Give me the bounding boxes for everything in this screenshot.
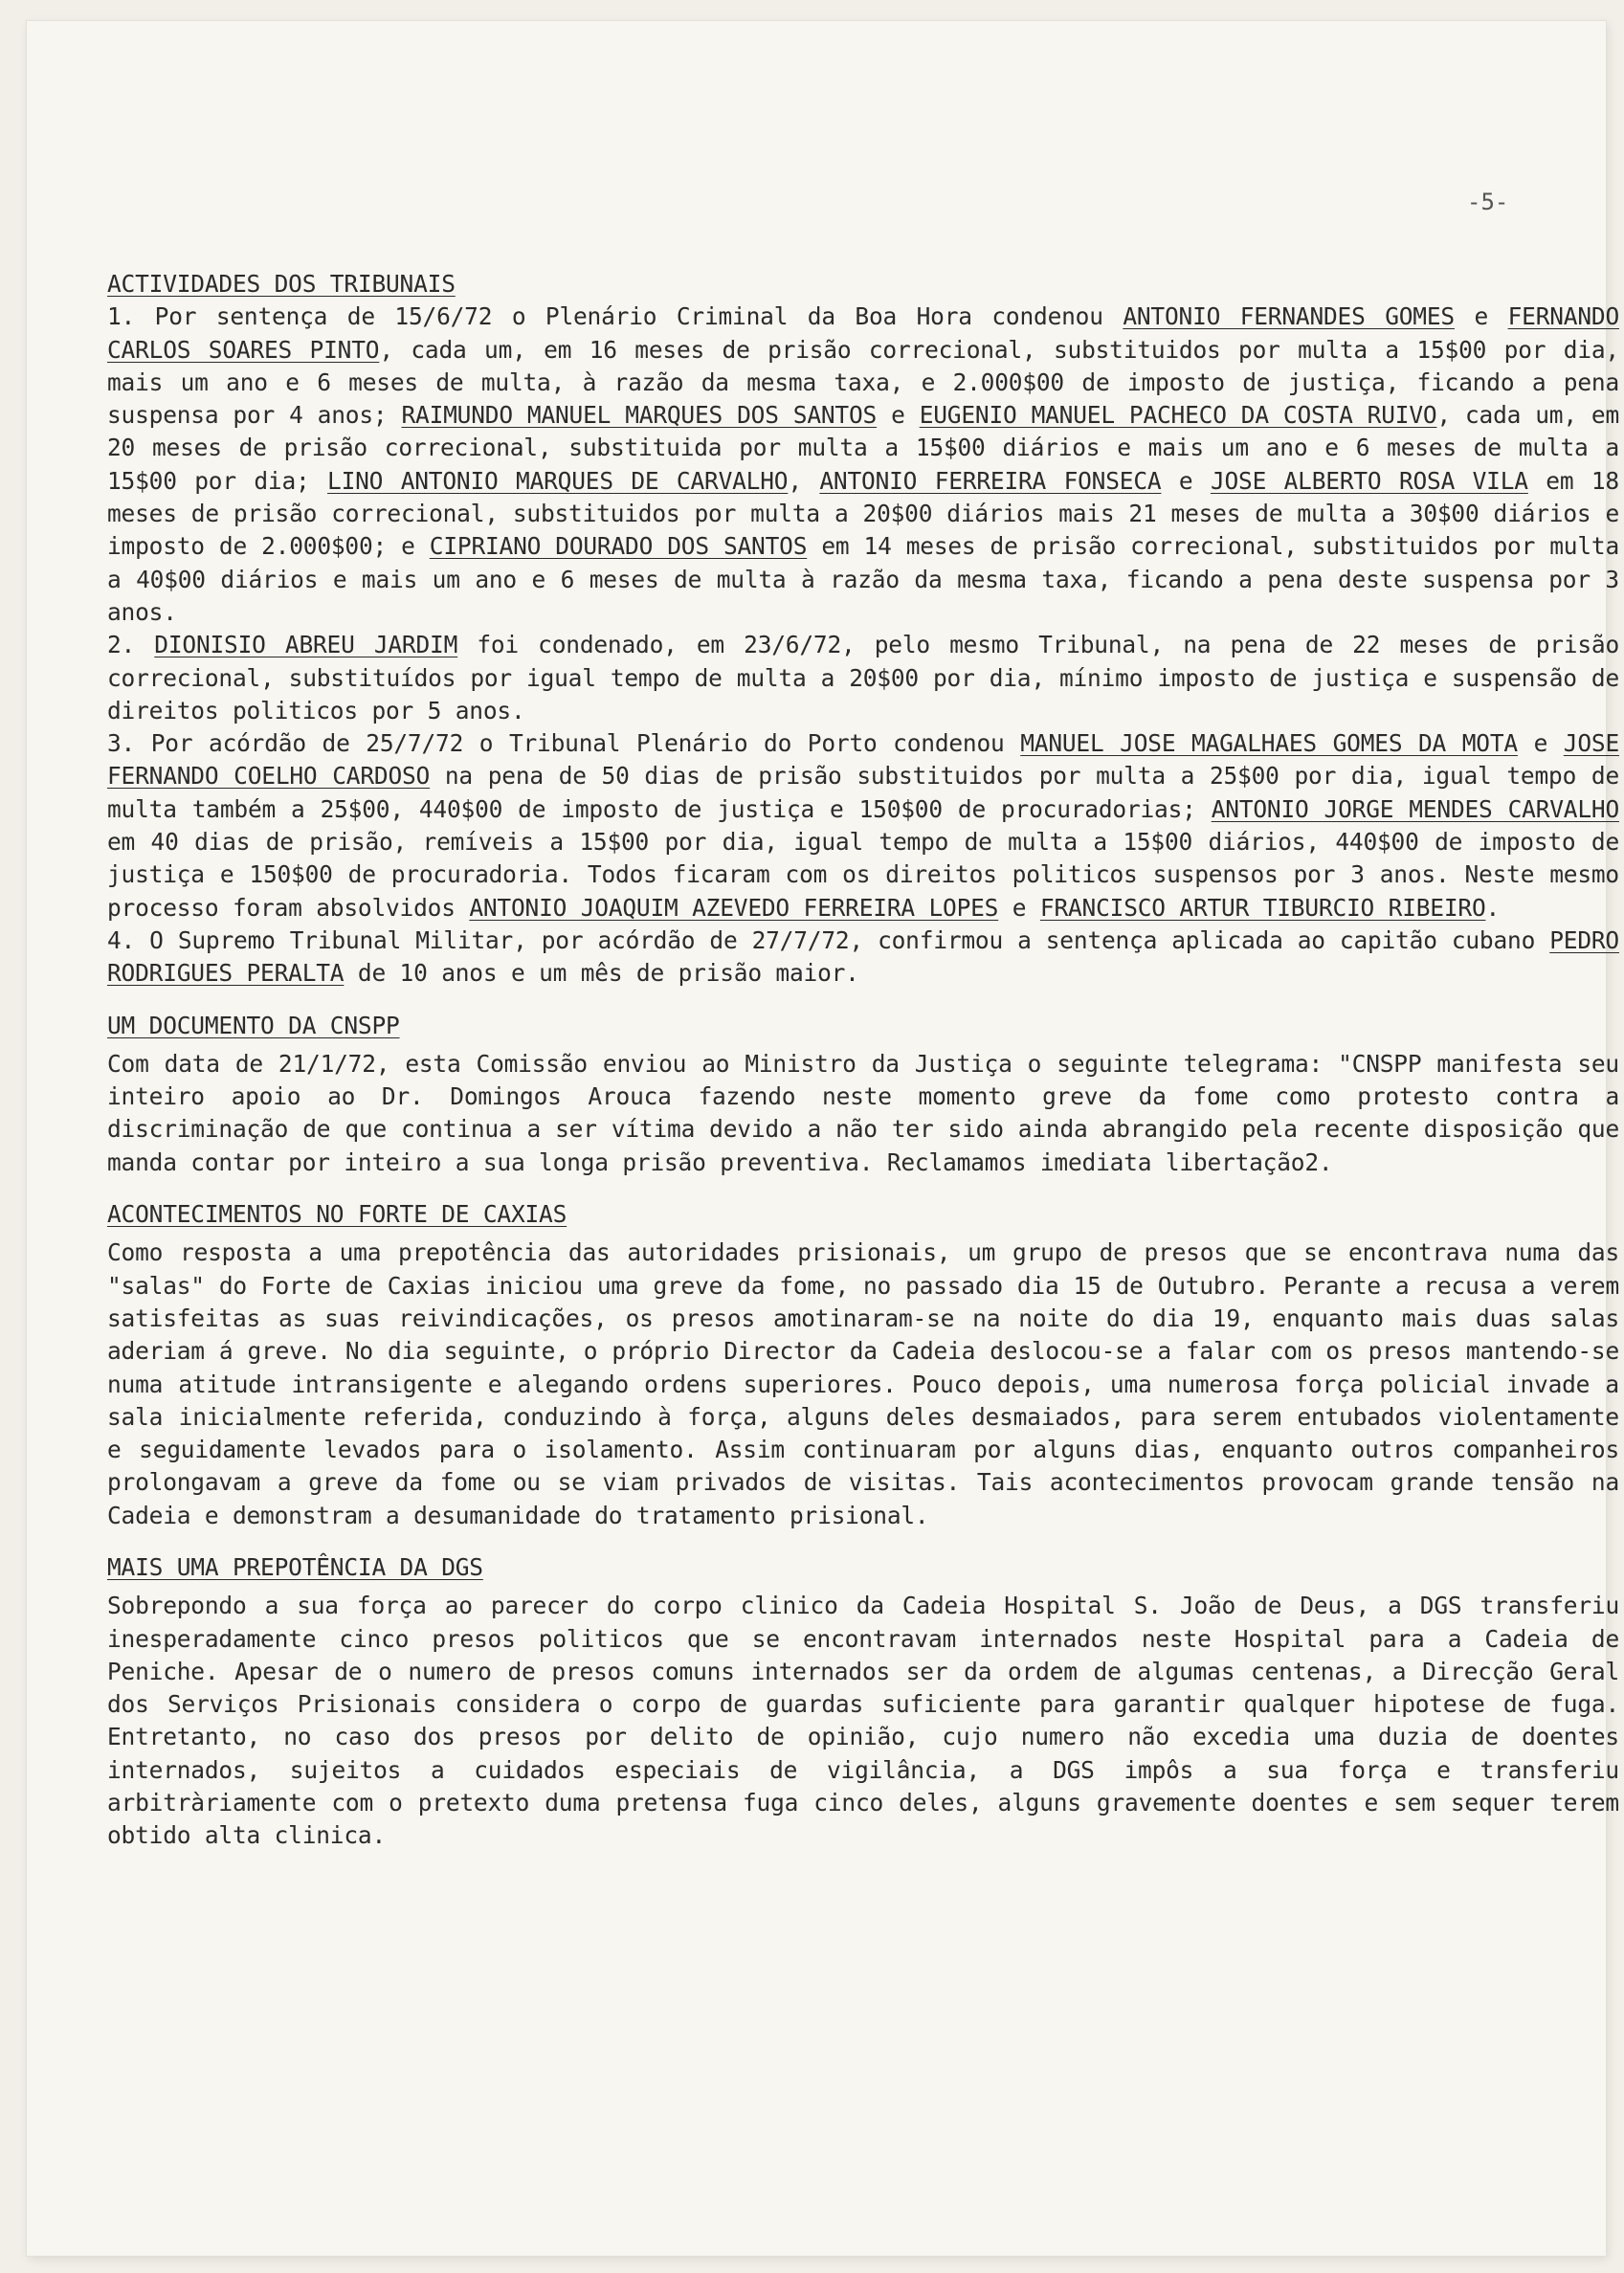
defendant-name: JOSE FERNANDO COELHO CARDOSO: [107, 729, 1619, 791]
defendant-name: ANTONIO FERREIRA FONSECA: [819, 466, 1162, 495]
document-page: [27, 21, 1620, 2256]
defendant-name: DIONISIO ABREU JARDIM: [154, 631, 458, 659]
defendant-name: CIPRIANO DOURADO DOS SANTOS: [429, 532, 808, 561]
defendant-name: ANTONIO JORGE MENDES CARVALHO: [1211, 794, 1619, 823]
defendant-name: JOSE ALBERTO ROSA VILA: [1210, 466, 1528, 495]
document-body: [107, 268, 1619, 1853]
court-item-1: 1. Por sentença de 15/6/72 o Plenário Criminal da Boa Hora condenou ANTONIO FERNANDES GOMES e FERNANDO CARLOS SOARES PINTO, cada um, em 16 meses de prisão correcional, substituidos por multa a 15$00 por dia, mais um ano e 6 meses de multa, à razão da mesma taxa, e 2.000$00 de imposto de justiça, ficando a pena suspensa por 4 anos; RAIMUNDO MANUEL MARQUES DOS SANTOS e EUGENIO MANUEL PACHECO DA COSTA RUIVO, cada um, em 20 meses de prisão correcional, substituida por multa a 15$00 diários e mais um ano e 6 meses de multa a 15$00 por dia; LINO ANTONIO MARQUES DE CARVALHO, ANTONIO FERREIRA FONSECA e JOSE ALBERTO ROSA VILA em 18 meses de prisão correcional, substituidos por multa a 20$00 diários mais 21 meses de multa a 30$00 diários e imposto de 2.000$00; e CIPRIANO DOURADO DOS SANTOS em 14 meses de prisão correcional, substituidos por multa a 40$00 diários e mais um ano e 6 meses de multa à razão da mesma taxa, ficando a pena deste suspensa por 3 anos.: [107, 302, 1619, 626]
court-item-4: 4. O Supremo Tribunal Militar, por acórdão de 27/7/72, confirmou a sentença aplicada ao capitão cubano PEDRO RODRIGUES PERALTA de 10 anos e um mês de prisão maior.: [107, 925, 1619, 988]
defendant-name: FERNANDO CARLOS SOARES PINTO: [107, 302, 1619, 364]
court-item-2: 2. DIONISIO ABREU JARDIM foi condenado, em 23/6/72, pelo mesmo Tribunal, na pena de 22 meses de prisão correcional, substituídos por igual tempo de multa a 20$00 por dia, mínimo imposto de justiça e suspensão de direitos politicos por 5 anos.: [107, 631, 1620, 724]
defendant-name: LINO ANTONIO MARQUES DE CARVALHO: [327, 466, 789, 495]
section-heading-dgs: MAIS UMA PREPOTÊNCIA DA DGS: [107, 1552, 483, 1581]
spacer: [107, 1179, 1619, 1198]
court-item-3: 3. Por acórdão de 25/7/72 o Tribunal Plenário do Porto condenou MANUEL JOSE MAGALHAES GOMES DA MOTA e JOSE FERNANDO COELHO CARDOSO na pena de 50 dias de prisão substituidos por multa a 25$00 por dia, igual tempo de multa também a 25$00, 440$00 de imposto de justiça e 150$00 de procuradorias; ANTONIO JORGE MENDES CARVALHO em 40 dias de prisão, remíveis a 15$00 por dia, igual tempo de multa a 15$00 diários, 440$00 de imposto de justiça e 150$00 de procuradoria. Todos ficaram com os direitos politicos suspensos por 3 anos. Neste mesmo processo foram absolvidos ANTONIO JOAQUIM AZEVEDO FERREIRA LOPES e FRANCISCO ARTUR TIBURCIO RIBEIRO.: [107, 729, 1619, 922]
spacer: [107, 1532, 1619, 1551]
page-number: -5-: [1467, 189, 1509, 215]
defendant-name: ANTONIO JOAQUIM AZEVEDO FERREIRA LOPES: [469, 893, 999, 922]
spacer: [107, 991, 1619, 1010]
defendant-name: ANTONIO FERNANDES GOMES: [1123, 302, 1455, 331]
cnspp-paragraph: Com data de 21/1/72, esta Comissão enviou ao Ministro da Justiça o seguinte telegrama: "CNSPP manifesta seu inteiro apoio ao Dr. Domingos Arouca fazendo neste momento greve da fome como protesto contra a discriminação de que continua a ser vítima devido a não ter sido ainda abrangido pela recente disposição que manda contar por inteiro a sua longa prisão preventiva. Reclamamos imediata libertação2.: [107, 1049, 1619, 1176]
section-heading-caxias: ACONTECIMENTOS NO FORTE DE CAXIAS: [107, 1200, 567, 1229]
section-heading-tribunais: ACTIVIDADES DOS TRIBUNAIS: [107, 270, 456, 298]
defendant-name: PEDRO RODRIGUES PERALTA: [107, 925, 1619, 988]
section-heading-cnspp: UM DOCUMENTO DA CNSPP: [107, 1011, 400, 1039]
defendant-name: RAIMUNDO MANUEL MARQUES DOS SANTOS: [401, 401, 878, 430]
defendant-name: MANUEL JOSE MAGALHAES GOMES DA MOTA: [1020, 729, 1518, 758]
caxias-paragraph: Como resposta a uma prepotência das autoridades prisionais, um grupo de presos que se encontrava numa das "salas" do Forte de Caxias iniciou uma greve da fome, no passado dia 15 de Outubro. Perante a recusa a verem satisfeitas as suas reivindicações, os presos amotinaram-se na noite do dia 19, enquanto mais duas salas aderiam á greve. No dia seguinte, o próprio Director da Cadeia deslocou-se a falar com os presos mantendo-se numa atitude intransigente e alegando ordens superiores. Pouco depois, uma numerosa força policial invade a sala inicialmente referida, conduzindo à força, alguns deles desmaiados, para serem entubados violentamente e seguidamente levados para o isolamento. Assim continuaram por alguns dias, enquanto outros companheiros prolongavam a greve da fome ou se viam privados de visitas. Tais acontecimentos provocam grande tensão na Cadeia e demonstram a desumanidade do tratamento prisional.: [107, 1238, 1619, 1529]
defendant-name: EUGENIO MANUEL PACHECO DA COSTA RUIVO: [919, 401, 1437, 430]
defendant-name: FRANCISCO ARTUR TIBURCIO RIBEIRO: [1039, 893, 1486, 922]
dgs-paragraph: Sobrepondo a sua força ao parecer do corpo clinico da Cadeia Hospital S. João de Deus, a DGS transferiu inesperadamente cinco presos politicos que se encontravam internados neste Hospital para a Cadeia de Peniche. Apesar de o numero de presos comuns internados ser da ordem de algumas centenas, a Direcção Geral dos Serviços Prisionais considera o corpo de guardas suficiente para garantir qualquer hipotese de fuga. Entretanto, no caso dos presos por delito de opinião, cujo numero não excedia uma duzia de doentes internados, sujeitos a cuidados especiais de vigilância, a DGS impôs a sua força e transferiu arbitràriamente com o pretexto duma pretensa fuga cinco deles, alguns gravemente doentes e sem sequer terem obtido alta clinica.: [107, 1592, 1619, 1850]
